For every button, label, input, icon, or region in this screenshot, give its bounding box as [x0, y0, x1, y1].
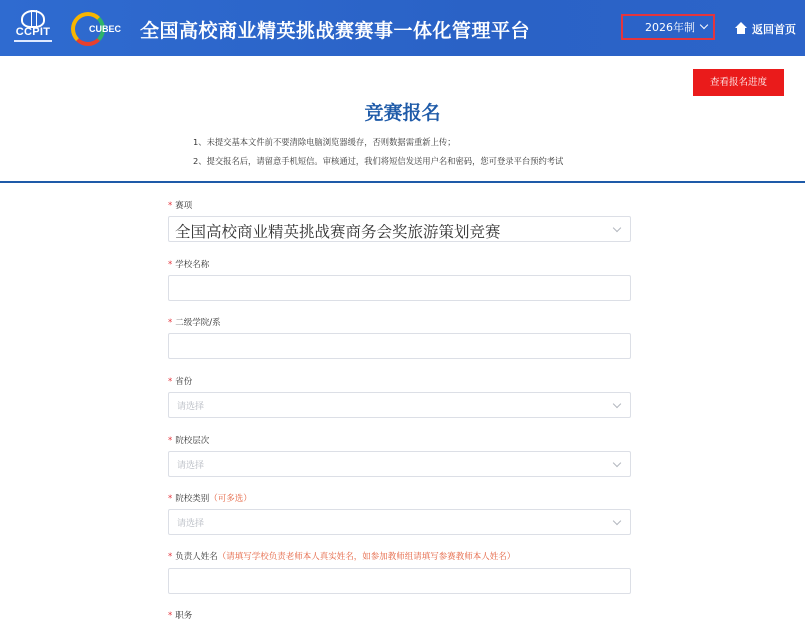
contact-name-input[interactable]	[168, 568, 631, 594]
department-input[interactable]	[168, 333, 631, 359]
school-level-select[interactable]	[168, 451, 631, 477]
school-type-select[interactable]	[168, 509, 631, 535]
event-select-value: 全国高校商业精英挑战赛商务会奖旅游策划竞赛	[175, 223, 501, 241]
divider	[0, 181, 805, 183]
notice-1: 1、未提交基本文件前不要清除电脑浏览器缓存，否则数据需重新上传；	[193, 137, 456, 147]
event-label: * 赛项	[168, 201, 193, 211]
home-link-label: 返回首页	[752, 23, 796, 36]
chevron-down-icon	[613, 224, 621, 232]
chevron-down-icon	[613, 517, 621, 525]
contact-name-hint: （请填写学校负责老师本人真实姓名，如参加教师组请填写参赛教师本人姓名）	[217, 552, 516, 562]
province-label: * 省份	[168, 377, 193, 387]
view-progress-button[interactable]: 查看报名进度	[693, 69, 784, 96]
school-type-placeholder: 请选择	[177, 519, 205, 529]
chevron-down-icon	[613, 400, 621, 408]
header-bar	[0, 0, 805, 56]
notice-2: 2、提交报名后，请留意手机短信。审核通过，我们将短信发送用户名和密码，您可登录平台预约考试	[193, 156, 564, 166]
contact-name-label: * 负责人姓名（请填写学校负责老师本人真实姓名，如参加教师组请填写参赛教师本人姓名）	[168, 552, 516, 562]
year-select[interactable]	[621, 14, 715, 40]
home-icon	[735, 22, 747, 34]
school-level-placeholder: 请选择	[177, 461, 205, 471]
year-select-label: 2026年制	[645, 21, 695, 34]
cubec-logo	[71, 10, 129, 48]
event-select[interactable]	[168, 216, 631, 242]
school-type-label: * 院校类别（可多选）	[168, 494, 252, 504]
chevron-down-icon	[700, 21, 708, 29]
department-label: * 二级学院/系	[168, 318, 221, 328]
ccpit-logo	[12, 10, 54, 48]
cubec-logo-text: CUBEC	[89, 24, 122, 34]
registration-panel	[0, 56, 805, 625]
home-link[interactable]	[735, 21, 796, 37]
school-type-hint: （可多选）	[209, 494, 252, 504]
province-select[interactable]	[168, 392, 631, 418]
ccpit-logo-text: CCPIT	[15, 26, 51, 38]
chevron-down-icon	[613, 459, 621, 467]
school-level-label: * 院校层次	[168, 436, 210, 446]
page-title: 竞赛报名	[364, 102, 441, 124]
province-placeholder: 请选择	[177, 402, 205, 412]
site-title: 全国高校商业精英挑战赛赛事一体化管理平台	[140, 20, 531, 42]
school-name-input[interactable]	[168, 275, 631, 301]
school-name-label: * 学校名称	[168, 260, 210, 270]
position-label: * 职务	[168, 611, 193, 621]
